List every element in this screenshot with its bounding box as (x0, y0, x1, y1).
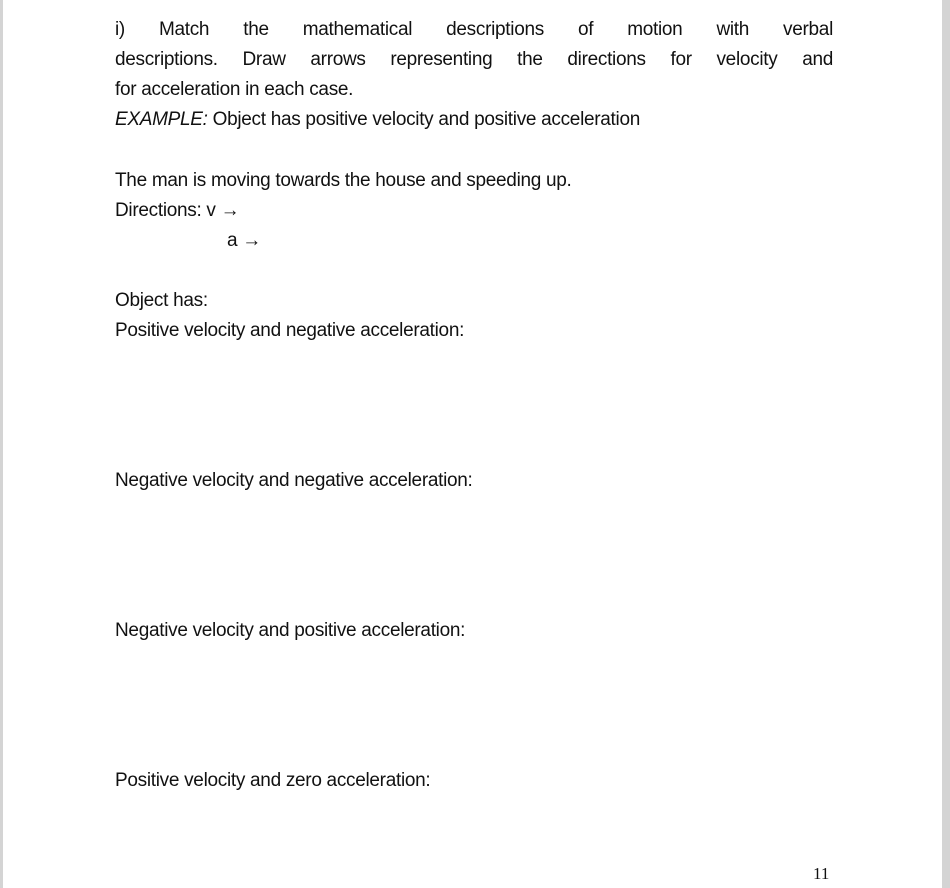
example-sentence: The man is moving towards the house and speeding up. (115, 170, 572, 191)
example-label: EXAMPLE: (115, 109, 208, 130)
case-3: Negative velocity and positive acceleration: (115, 620, 466, 641)
example-line (115, 105, 833, 135)
case-2: Negative velocity and negative acceleration: (115, 470, 473, 491)
instruction-line-3: for acceleration in each case. (115, 79, 354, 100)
directions-acceleration: a → (227, 230, 261, 251)
case-4: Positive velocity and zero acceleration: (115, 770, 431, 791)
instruction-line-1: i) Match the mathematical descriptions of motion with verbal (115, 19, 833, 40)
directions-velocity: Directions: v → (115, 200, 240, 221)
object-has-label: Object has: (115, 290, 208, 311)
case-1: Positive velocity and negative acceleration: (115, 320, 465, 341)
instructions (115, 15, 833, 135)
instruction-line-2: descriptions. Draw arrows representing the directions for velocity and (115, 49, 833, 70)
page-number: 11 (813, 864, 830, 883)
example-text: Object has positive velocity and positive acceleration (207, 109, 640, 130)
